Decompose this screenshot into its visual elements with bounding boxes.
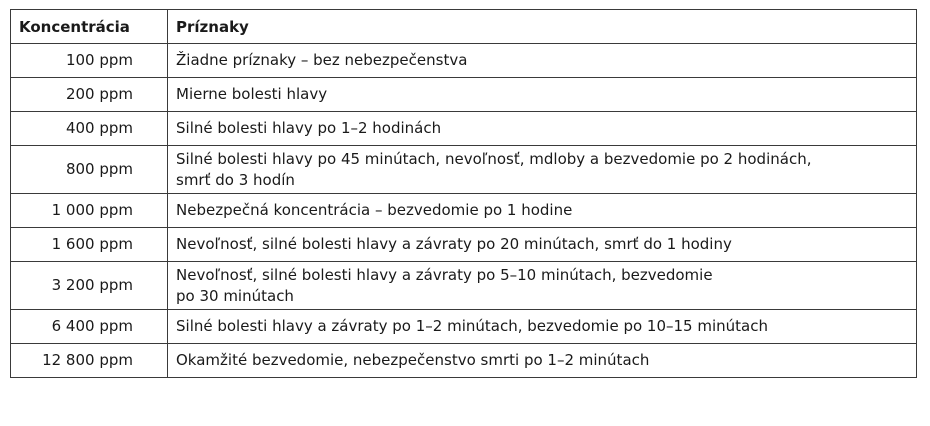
concentration-cell: 100 ppm bbox=[11, 44, 168, 78]
symptoms-line: po 30 minútach bbox=[176, 286, 294, 305]
concentration-cell: 200 ppm bbox=[11, 78, 168, 112]
table-header-row bbox=[11, 10, 917, 44]
table-row bbox=[11, 228, 917, 262]
table-row bbox=[11, 78, 917, 112]
symptoms-cell bbox=[168, 262, 917, 310]
symptoms-line: smrť do 3 hodín bbox=[176, 170, 295, 189]
symptoms-cell: Okamžité bezvedomie, nebezpečenstvo smrti po 1–2 minútach bbox=[168, 344, 917, 378]
concentration-cell: 400 ppm bbox=[11, 112, 168, 146]
symptoms-line: Nevoľnosť, silné bolesti hlavy a závraty po 5–10 minútach, bezvedomie bbox=[176, 265, 713, 284]
table-row bbox=[11, 146, 917, 194]
header-concentration: Koncentrácia bbox=[11, 10, 168, 44]
symptoms-cell bbox=[168, 146, 917, 194]
symptoms-cell: Silné bolesti hlavy a závraty po 1–2 minútach, bezvedomie po 10–15 minútach bbox=[168, 310, 917, 344]
concentration-cell: 12 800 ppm bbox=[11, 344, 168, 378]
table-row bbox=[11, 344, 917, 378]
header-symptoms: Príznaky bbox=[168, 10, 917, 44]
table-row bbox=[11, 262, 917, 310]
symptoms-table-container bbox=[10, 9, 917, 378]
symptoms-cell: Nebezpečná koncentrácia – bezvedomie po 1 hodine bbox=[168, 194, 917, 228]
symptoms-cell: Žiadne príznaky – bez nebezpečenstva bbox=[168, 44, 917, 78]
concentration-cell: 1 000 ppm bbox=[11, 194, 168, 228]
table-row bbox=[11, 310, 917, 344]
concentration-cell: 6 400 ppm bbox=[11, 310, 168, 344]
concentration-cell: 800 ppm bbox=[11, 146, 168, 194]
table-row bbox=[11, 44, 917, 78]
symptoms-cell: Mierne bolesti hlavy bbox=[168, 78, 917, 112]
symptoms-cell: Nevoľnosť, silné bolesti hlavy a závraty po 20 minútach, smrť do 1 hodiny bbox=[168, 228, 917, 262]
table-row bbox=[11, 112, 917, 146]
symptoms-line: Silné bolesti hlavy po 45 minútach, nevoľnosť, mdloby a bezvedomie po 2 hodinách, bbox=[176, 149, 812, 168]
concentration-cell: 1 600 ppm bbox=[11, 228, 168, 262]
concentration-cell: 3 200 ppm bbox=[11, 262, 168, 310]
co-symptoms-table bbox=[10, 9, 917, 378]
table-row bbox=[11, 194, 917, 228]
symptoms-cell: Silné bolesti hlavy po 1–2 hodinách bbox=[168, 112, 917, 146]
